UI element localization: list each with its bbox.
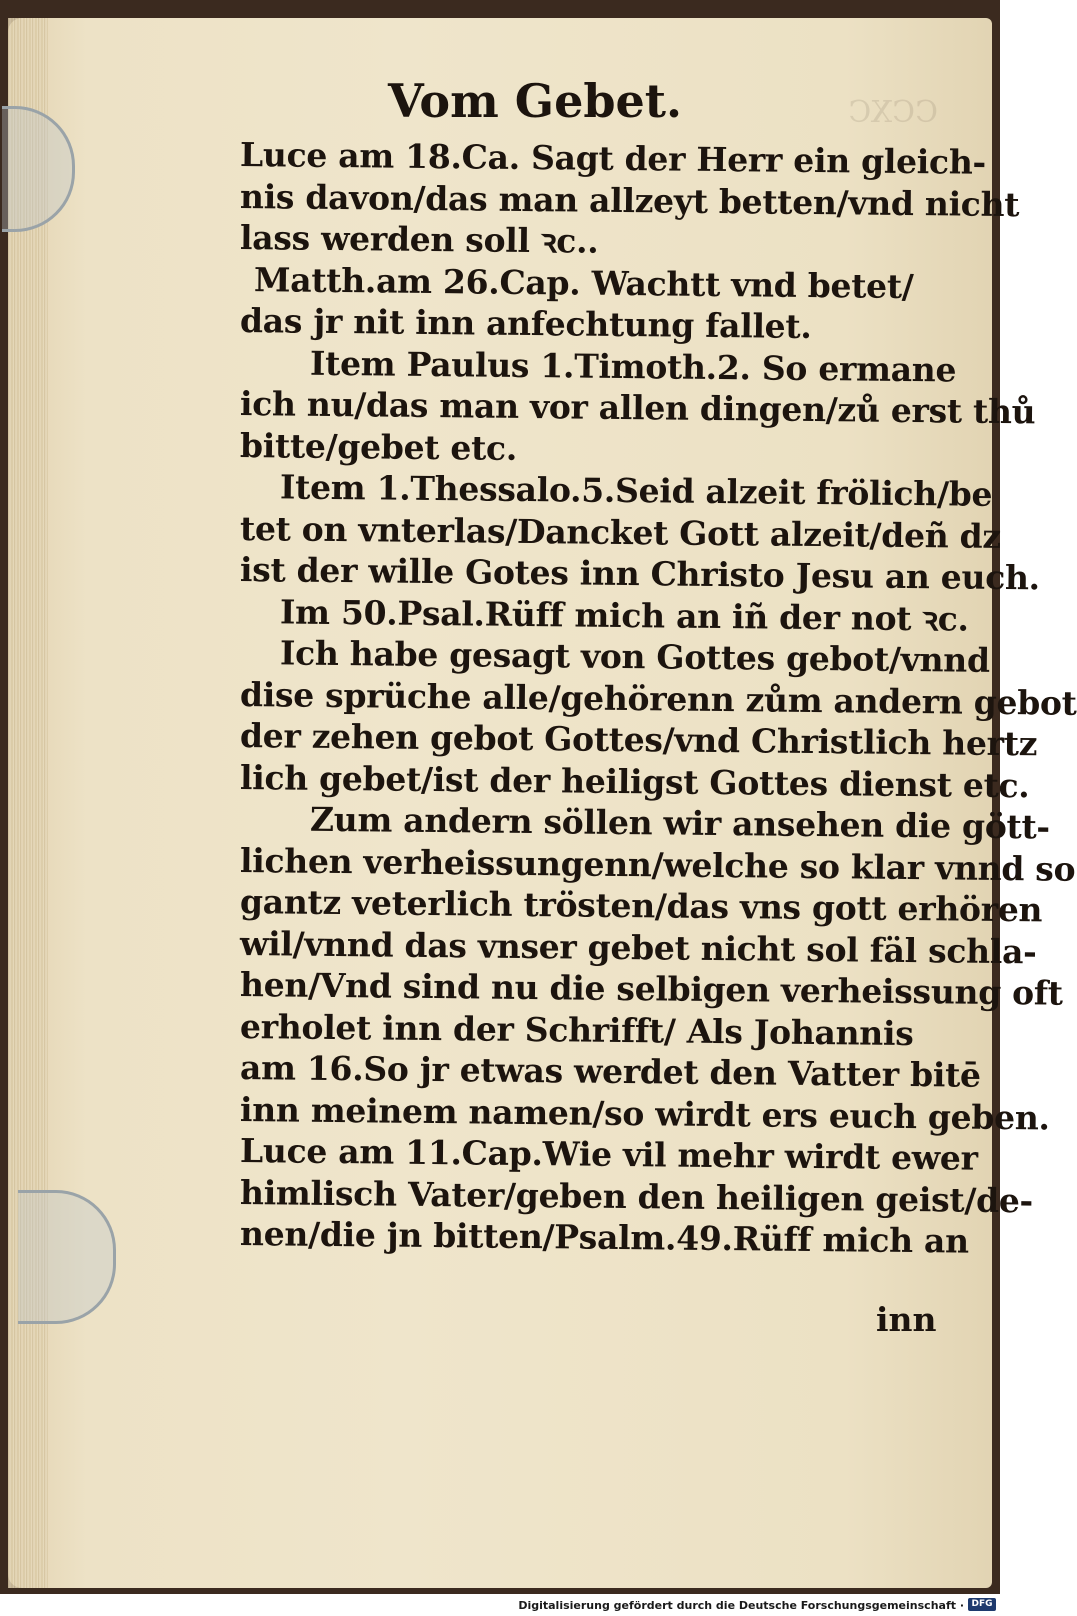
text-line: tet on vnterlas/Dancket Gott alzeit/deñ dz bbox=[239, 508, 1002, 556]
text-line: Zum andern söllen wir ansehen die gött- bbox=[309, 799, 1051, 847]
body-text bbox=[239, 134, 1077, 1261]
text-line: Im 50.Psal.Rüff mich an iñ der not ꝛc. bbox=[279, 591, 969, 639]
text-line: Matth.am 26.Cap. Wachtt vnd betet/ bbox=[253, 259, 914, 306]
text-line: das jr nit inn anfechtung fallet. bbox=[239, 301, 812, 346]
text-line: Ich habe gesagt von Gottes gebot/vnnd bbox=[279, 633, 990, 680]
text-line: inn meinem namen/so wirdt ers euch geben. bbox=[239, 1089, 1050, 1137]
text-line: Luce am 18.Ca. Sagt der Herr ein gleich- bbox=[239, 135, 987, 182]
text-line: nen/die jn bitten/Psalm.49.Rüff mich an bbox=[239, 1214, 969, 1261]
text-line: Item Paulus 1.Timoth.2. So ermane bbox=[309, 343, 957, 389]
text-line: Luce am 11.Cap.Wie vil mehr wirdt ewer bbox=[239, 1131, 978, 1178]
dfg-logo-icon: DFG bbox=[968, 1598, 996, 1611]
text-line: dise sprüche alle/gehörenn zům andern gebot bbox=[239, 674, 1077, 723]
bleed-through-text: CCXC bbox=[848, 95, 938, 130]
text-line: lichen verheissungenn/welche so klar vnnd so bbox=[239, 840, 1076, 889]
text-line: ist der wille Gotes inn Christo Jesu an euch. bbox=[239, 550, 1041, 598]
text-line: nis davon/das man allzeyt betten/vnd nicht bbox=[239, 176, 1020, 224]
footer-credit: Digitalisierung gefördert durch die Deutsche Forschungsgemeinschaft · bbox=[518, 1599, 964, 1612]
footer-bar bbox=[0, 1594, 1000, 1616]
text-line: lich gebet/ist der heiligst Gottes dienst etc. bbox=[239, 757, 1030, 805]
text-line: erholet inn der Schrifft/ Als Johannis bbox=[239, 1006, 914, 1053]
text-line: himlisch Vater/geben den heiligen geist/de- bbox=[239, 1172, 1034, 1220]
running-head: Vom Gebet. bbox=[387, 74, 683, 128]
text-line: ich nu/das man vor allen dingen/zů erst thů bbox=[239, 384, 1036, 432]
text-line: lass werden soll ꝛc.. bbox=[239, 218, 599, 261]
page-edges bbox=[8, 18, 48, 1588]
page-clip-bottom bbox=[18, 1190, 116, 1324]
text-line: wil/vnnd das vnser gebet nicht sol fäl schla- bbox=[239, 923, 1037, 971]
text-line: Item 1.Thessalo.5.Seid alzeit frölich/be bbox=[279, 467, 993, 514]
text-line: am 16.So jr etwas werdet den Vatter bitē bbox=[239, 1048, 981, 1095]
text-line: der zehen gebot Gottes/vnd Christlich hertz bbox=[239, 716, 1038, 764]
text-line: gantz veterlich trösten/das vns gott erhören bbox=[239, 882, 1043, 930]
catchword: inn bbox=[876, 1300, 937, 1339]
text-line: bitte/gebet etc. bbox=[239, 425, 518, 468]
text-line: hen/Vnd sind nu die selbigen verheissung oft bbox=[239, 965, 1063, 1013]
